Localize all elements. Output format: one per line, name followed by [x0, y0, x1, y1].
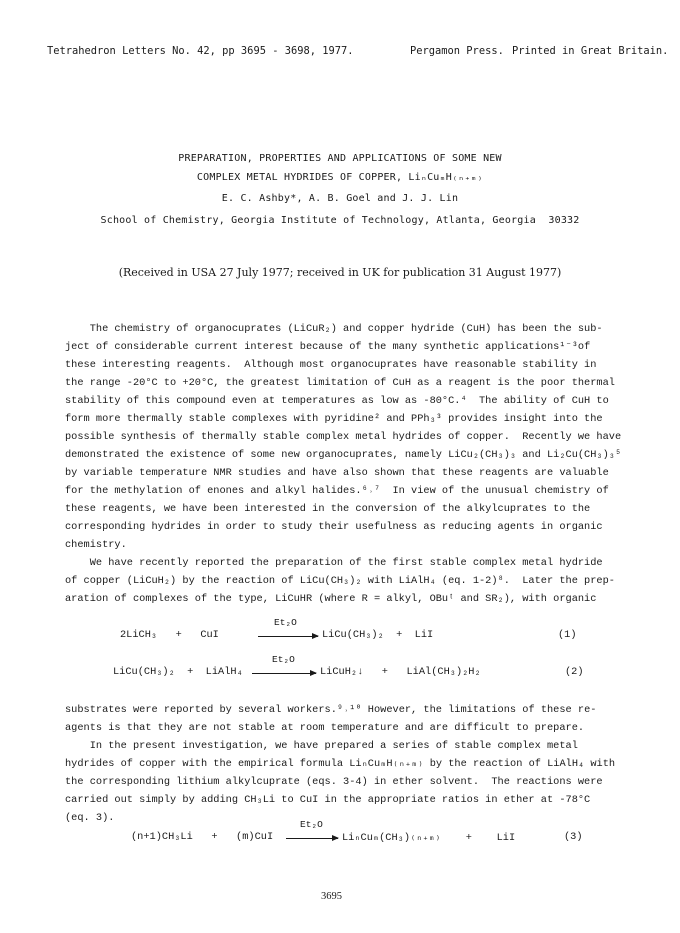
equation-1-arrow	[258, 636, 318, 637]
equation-2-products: LiCuH₂↓ + LiAl(CH₃)₂H₂	[320, 666, 481, 678]
equation-3-products: LiₙCuₘ(CH₃)₍ₙ₊ₘ₎ + LiI	[342, 832, 516, 844]
paragraph-1-line: ject of considerable current interest because of the many synthetic applications¹⁻³of	[65, 341, 591, 353]
paragraph-1-line: possible synthesis of thermally stable complex metal hydrides of copper. Recently we have	[65, 431, 622, 443]
paragraph-1-line: by variable temperature NMR studies and have also shown that these reagents are valuable	[65, 467, 609, 479]
publisher: Pergamon Press.	[410, 45, 504, 57]
paragraph-1-line: these reagents, we have been interested in the conversion of the alkylcuprates to the	[65, 503, 591, 515]
paragraph-4-line: the corresponding lithium alkylcuprate (eqs. 3-4) in ether solvent. The reactions were	[65, 776, 603, 788]
paragraph-1-line: the range -20°C to +20°C, the greatest limitation of CuH as a reagent is the poor thermal	[65, 377, 615, 389]
equation-2-arrow	[252, 673, 316, 674]
equation-3-solvent: Et₂O	[300, 819, 323, 830]
paragraph-2-line: We have recently reported the preparation of the first stable complex metal hydride	[65, 557, 603, 569]
equation-2-reactants: LiCu(CH₃)₂ + LiAlH₄	[113, 666, 243, 678]
paragraph-3-line: substrates were reported by several workers.⁹˒¹⁰ However, the limitations of these re-	[65, 704, 597, 716]
paragraph-1-line: form more thermally stable complexes with pyridine² and PPh₃³ provides insight into the	[65, 413, 603, 425]
equation-1-number: (1)	[558, 629, 577, 641]
received-dates: (Received in USA 27 July 1977; received in UK for publication 31 August 1977)	[118, 266, 562, 279]
equation-1-products: LiCu(CH₃)₂ + LiI	[322, 629, 434, 641]
paragraph-4-line: hydrides of copper with the empirical formula LiₙCuₘH₍ₙ₊ₘ₎ by the reaction of LiAlH₄ with	[65, 758, 616, 770]
equation-2-solvent: Et₂O	[272, 654, 295, 665]
paragraph-4-line: (eq. 3).	[65, 812, 115, 824]
equation-3-number: (3)	[564, 831, 583, 843]
affiliation: School of Chemistry, Georgia Institute of Technology, Atlanta, Georgia 30332	[100, 215, 580, 226]
paragraph-1-line: for the methylation of enones and alkyl halides.⁶˒⁷ In view of the unusual chemistry of	[65, 485, 609, 497]
paper-title-line-2: COMPLEX METAL HYDRIDES OF COPPER, LiₙCuₘH₍ₙ₊ₘ₎	[196, 172, 484, 183]
paragraph-1-line: chemistry.	[65, 539, 127, 551]
paragraph-1-line: demonstrated the existence of some new organocuprates, namely LiCu₂(CH₃)₃ and Li₂Cu(CH₃)₃⁵	[65, 449, 622, 461]
equation-3-arrow	[286, 838, 338, 839]
paragraph-1-line: corresponding hydrides in order to study their usefulness as reducing agents in organic	[65, 521, 603, 533]
equation-3-reactants: (n+1)CH₃Li + (m)CuI	[131, 831, 274, 843]
paragraph-1-line: The chemistry of organocuprates (LiCuR₂) and copper hydride (CuH) has been the sub-	[65, 323, 603, 335]
equation-1-reactants: 2LiCH₃ + CuI	[120, 629, 219, 641]
paragraph-2-line: of copper (LiCuH₂) by the reaction of LiCu(CH₃)₂ with LiAlH₄ (eq. 1-2)⁸. Later the prep-	[65, 575, 615, 587]
paragraph-4-line: carried out simply by adding CH₃Li to CuI in the appropriate ratios in ether at -78°C	[65, 794, 591, 806]
journal-citation: Tetrahedron Letters No. 42, pp 3695 - 3698, 1977.	[47, 45, 354, 57]
authors: E. C. Ashby*, A. B. Goel and J. J. Lin	[221, 193, 459, 204]
page-number: 3695	[321, 891, 342, 902]
paper-title-line-1: PREPARATION, PROPERTIES AND APPLICATIONS OF SOME NEW	[178, 153, 502, 164]
equation-1-solvent: Et₂O	[274, 617, 297, 628]
paragraph-1-line: stability of this compound even at temperatures as low as -80°C.⁴ The ability of CuH to	[65, 395, 609, 407]
printed-location: Printed in Great Britain.	[512, 45, 669, 57]
paragraph-3-line: agents is that they are not stable at room temperature and are difficult to prepare.	[65, 722, 585, 734]
paragraph-4-line: In the present investigation, we have prepared a series of stable complex metal	[65, 740, 578, 752]
paragraph-2-line: aration of complexes of the type, LiCuHR (where R = alkyl, OBuᵗ and SR₂), with organic	[65, 593, 597, 605]
equation-2-number: (2)	[565, 666, 584, 678]
paragraph-1-line: these interesting reagents. Although most organocuprates have reasonable stability in	[65, 359, 597, 371]
